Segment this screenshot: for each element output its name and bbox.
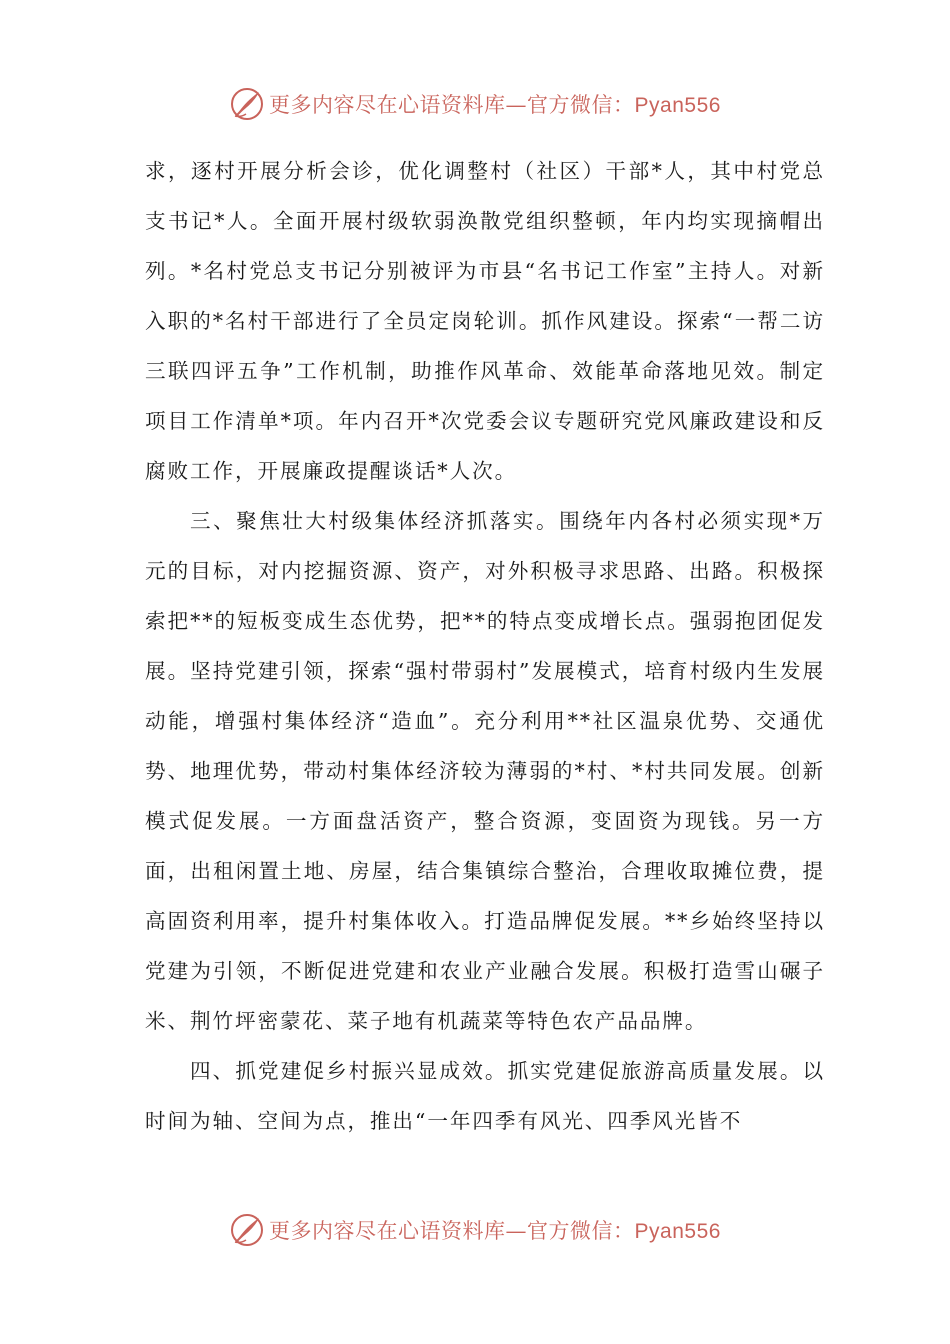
quill-logo-icon	[229, 1212, 265, 1248]
quill-logo-icon	[229, 86, 265, 122]
document-body	[145, 146, 825, 1146]
header-watermark	[0, 84, 950, 124]
footer-watermark-text: 更多内容尽在心语资料库—官方微信：Pyan556	[269, 1219, 721, 1243]
header-watermark-text: 更多内容尽在心语资料库—官方微信：Pyan556	[269, 93, 721, 117]
header-wechat-id: Pyan556	[634, 94, 721, 117]
paragraph-section-four: 四、抓党建促乡村振兴显成效。抓实党建促旅游高质量发展。以时间为轴、空间为点，推出“一年四季有风光、四季风光皆不	[145, 1059, 825, 1133]
paragraph-section-three: 三、聚焦壮大村级集体经济抓落实。围绕年内各村必须实现*万元的目标，对内挖掘资源、资产，对外积极寻求思路、出路。积极探索把**的短板变成生态优势，把**的特点变成增长点。强弱抱团促发展。坚持党建引领，探索“强村带弱村”发展模式，培育村级内生发展动能，增强村集体经济“造血”。充分利用**社区温泉优势、交通优势、地理优势，带动村集体经济较为薄弱的*村、*村共同发展。创新模式促发展。一方面盘活资产，整合资源，变固资为现钱。另一方面，出租闲置土地、房屋，结合集镇综合整治，合理收取摊位费，提高固资利用率，提升村集体收入。打造品牌促发展。**乡始终坚持以党建为引领，不断促进党建和农业产业融合发展。积极打造雪山碾子米、荆竹坪密蒙花、菜子地有机蔬菜等特色农产品品牌。	[145, 509, 825, 1033]
footer-wechat-id: Pyan556	[634, 1220, 721, 1243]
footer-watermark	[0, 1210, 950, 1250]
paragraph-continuation: 求，逐村开展分析会诊，优化调整村（社区）干部*人，其中村党总支书记*人。全面开展村级软弱涣散党组织整顿，年内均实现摘帽出列。*名村党总支书记分别被评为市县“名书记工作室”主持人。对新入职的*名村干部进行了全员定岗轮训。抓作风建设。探索“一帮二访三联四评五争”工作机制，助推作风革命、效能革命落地见效。制定项目工作清单*项。年内召开*次党委会议专题研究党风廉政建设和反腐败工作，开展廉政提醒谈话*人次。	[145, 159, 825, 483]
